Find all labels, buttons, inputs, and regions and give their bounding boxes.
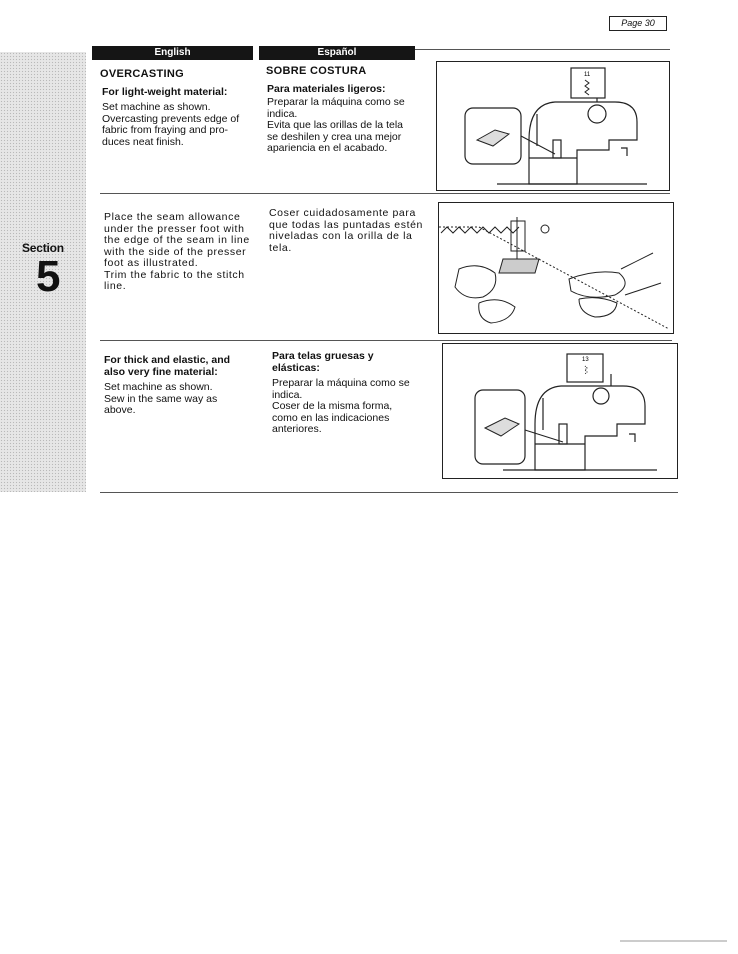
english-header-bar: English <box>92 46 253 60</box>
machine-setup-figure-1 <box>436 61 670 191</box>
dial-number: 11 <box>584 72 591 78</box>
overcasting-heading: OVERCASTING <box>100 68 184 80</box>
es-ligeros-subheading: Para materiales ligeros: <box>267 83 386 95</box>
sobre-costura-heading: SOBRE COSTURA <box>266 65 367 77</box>
page-number: Page 30 <box>609 16 667 31</box>
spanish-header-bar: Español <box>259 46 415 60</box>
dial-circle-2 <box>593 388 609 404</box>
footer-line <box>620 940 727 942</box>
es-seam-text: Coser cuidadosamente para que todas las puntadas estén niveladas con la orilla de la tela. <box>269 207 423 254</box>
en-lightweight-text: Set machine as shown. Overcasting prevents edge of fabric from fraying and pro- duces neat finish. <box>102 101 240 148</box>
en-seam-allowance-text: Place the seam allowance under the presser foot with the edge of the seam in line with the side of the presser foot as illustrated. Trim the fabric to the stitch line. <box>104 211 250 292</box>
sewing-machine-drawing-2 <box>503 374 657 470</box>
seam-guide-figure <box>438 202 674 334</box>
en-thick-subheading: For thick and elastic, and also very fine material: <box>104 354 231 378</box>
es-gruesas-subheading: Para telas gruesas y elásticas: <box>272 350 374 374</box>
machine-setup-figure-2 <box>442 343 678 479</box>
es-gruesas-text: Preparar la máquina como se indica. Coser de la misma forma, como en las indicaciones anteriores. <box>272 377 410 435</box>
divider-1 <box>100 193 670 194</box>
divider-3 <box>100 492 678 493</box>
section-label: Section <box>22 241 64 255</box>
es-ligeros-text: Preparar la máquina como se indica. Evita que las orillas de la tela se deshilen y crea una mejor apariencia en el acabado. <box>267 96 405 154</box>
dial-number-2: 13 <box>582 357 589 363</box>
section-number: 5 <box>36 252 61 301</box>
dial-circle <box>588 105 606 123</box>
divider-2 <box>100 340 672 341</box>
header-rule <box>415 49 670 50</box>
en-lightweight-subheading: For light-weight material: <box>102 86 228 98</box>
fabric-and-hands-drawing <box>439 217 669 329</box>
en-thick-text: Set machine as shown. Sew in the same way as above. <box>104 381 218 416</box>
